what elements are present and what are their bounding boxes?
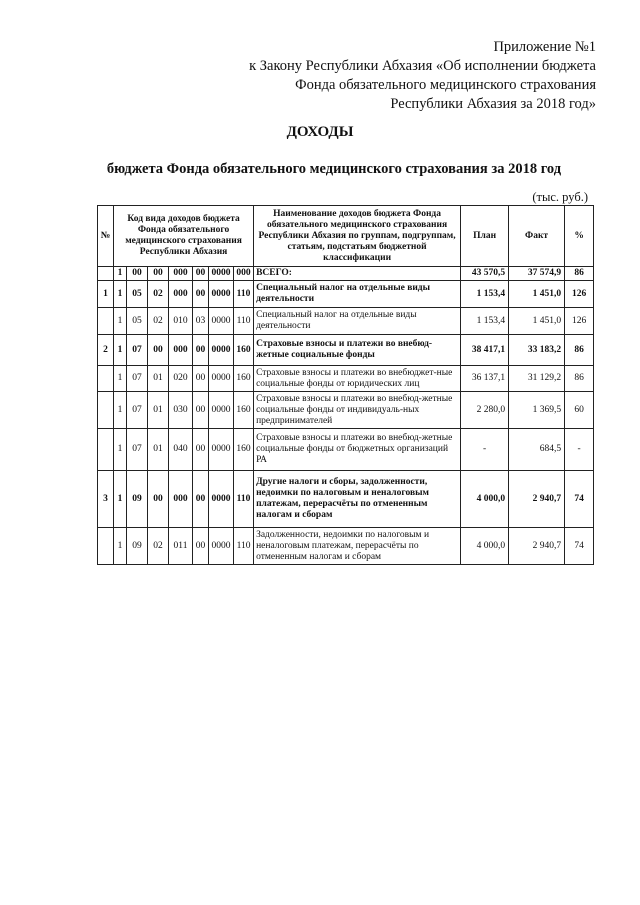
code-cell: 0000 xyxy=(209,335,234,366)
appendix-line: к Закону Республики Абхазия «Об исполнении бюджета xyxy=(249,58,596,74)
code-cell: 1 xyxy=(114,308,127,335)
code-cell: 00 xyxy=(193,335,209,366)
appendix-line: Фонда обязательного медицинского страхования xyxy=(295,77,596,93)
code-cell: 00 xyxy=(193,471,209,528)
code-cell: 160 xyxy=(234,366,254,392)
code-cell: 1 xyxy=(114,471,127,528)
code-cell: 00 xyxy=(148,335,169,366)
code-cell: 160 xyxy=(234,392,254,429)
code-cell: 00 xyxy=(193,366,209,392)
code-cell: 02 xyxy=(148,308,169,335)
code-cell: 00 xyxy=(127,267,148,281)
code-cell: 00 xyxy=(193,281,209,308)
code-cell: 00 xyxy=(193,528,209,565)
code-cell: 07 xyxy=(127,429,148,471)
table-row xyxy=(98,308,594,335)
code-cell: 110 xyxy=(234,281,254,308)
code-cell: 01 xyxy=(148,366,169,392)
name-cell: Задолженности, недоимки по налоговым и неналоговым платежам, перерасчёты по отмененным налогам и сборам xyxy=(254,528,461,565)
code-cell: 000 xyxy=(169,471,193,528)
table-row xyxy=(98,528,594,565)
code-cell: 1 xyxy=(114,267,127,281)
no-cell xyxy=(98,366,114,392)
code-cell: 0000 xyxy=(209,366,234,392)
code-cell: 05 xyxy=(127,308,148,335)
pct-cell: 86 xyxy=(565,335,594,366)
code-cell: 09 xyxy=(127,528,148,565)
code-cell: 160 xyxy=(234,335,254,366)
pct-cell: 86 xyxy=(565,366,594,392)
code-cell: 011 xyxy=(169,528,193,565)
fact-cell: 1 369,5 xyxy=(509,392,565,429)
no-cell: 3 xyxy=(98,471,114,528)
table-row xyxy=(98,429,594,471)
code-cell: 00 xyxy=(193,392,209,429)
code-cell: 0000 xyxy=(209,267,234,281)
fact-cell: 2 940,7 xyxy=(509,528,565,565)
fact-cell: 31 129,2 xyxy=(509,366,565,392)
plan-cell: 43 570,5 xyxy=(461,267,509,281)
fact-cell: 684,5 xyxy=(509,429,565,471)
appendix-line: Приложение №1 xyxy=(493,39,596,55)
code-cell: 07 xyxy=(127,392,148,429)
pct-cell: 126 xyxy=(565,308,594,335)
name-cell: Страховые взносы и платежи во внебюд-жетные социальные фонды от бюджетных организаций РА xyxy=(254,429,461,471)
col-header-pct: % xyxy=(565,206,594,267)
no-cell: 2 xyxy=(98,335,114,366)
code-cell: 07 xyxy=(127,366,148,392)
code-cell: 03 xyxy=(193,308,209,335)
table-header-row xyxy=(98,206,594,267)
code-cell: 110 xyxy=(234,471,254,528)
code-cell: 02 xyxy=(148,281,169,308)
code-cell: 110 xyxy=(234,308,254,335)
code-cell: 1 xyxy=(114,281,127,308)
code-cell: 1 xyxy=(114,429,127,471)
table-cell xyxy=(98,267,114,281)
plan-cell: 2 280,0 xyxy=(461,392,509,429)
plan-cell: 1 153,4 xyxy=(461,281,509,308)
fact-cell: 37 574,9 xyxy=(509,267,565,281)
name-cell: Страховые взносы и платежи во внебюджет-ные социальные фонды от юридических лиц xyxy=(254,366,461,392)
unit-label: (тыс. руб.) xyxy=(532,190,588,204)
code-cell: 0000 xyxy=(209,281,234,308)
plan-cell: - xyxy=(461,429,509,471)
code-cell: 1 xyxy=(114,392,127,429)
col-header-fact: Факт xyxy=(509,206,565,267)
code-cell: 1 xyxy=(114,528,127,565)
code-cell: 09 xyxy=(127,471,148,528)
code-cell: 01 xyxy=(148,392,169,429)
code-cell: 1 xyxy=(114,335,127,366)
col-header-name: Наименование доходов бюджета Фонда обязательного медицинского страхования Республики Абхазия по группам, подгруппам, статьям, подстатьям бюджетной классификации xyxy=(254,206,461,267)
no-cell xyxy=(98,392,114,429)
plan-cell: 4 000,0 xyxy=(461,528,509,565)
code-cell: 00 xyxy=(148,471,169,528)
pct-cell: 60 xyxy=(565,392,594,429)
code-cell: 000 xyxy=(169,335,193,366)
plan-cell: 1 153,4 xyxy=(461,308,509,335)
col-header-code: Код вида доходов бюджета Фонда обязательного медицинского страхования Республики Абхазия xyxy=(114,206,254,267)
fact-cell: 1 451,0 xyxy=(509,308,565,335)
code-cell: 010 xyxy=(169,308,193,335)
col-header-plan: План xyxy=(461,206,509,267)
fact-cell: 1 451,0 xyxy=(509,281,565,308)
pct-cell: 126 xyxy=(565,281,594,308)
code-cell: 0000 xyxy=(209,471,234,528)
fact-cell: 2 940,7 xyxy=(509,471,565,528)
table-row xyxy=(98,392,594,429)
code-cell: 00 xyxy=(148,267,169,281)
name-cell: Страховые взносы и платежи во внебюд-жетные социальные фонды xyxy=(254,335,461,366)
pct-cell: - xyxy=(565,429,594,471)
page-title: ДОХОДЫ xyxy=(286,124,354,140)
code-cell: 020 xyxy=(169,366,193,392)
no-cell xyxy=(98,429,114,471)
code-cell: 000 xyxy=(169,281,193,308)
code-cell: 110 xyxy=(234,528,254,565)
appendix-line: Республики Абхазия за 2018 год» xyxy=(390,96,596,112)
page-subtitle: бюджета Фонда обязательного медицинского страхования за 2018 год xyxy=(106,161,562,177)
table-row xyxy=(98,281,594,308)
name-cell: Другие налоги и сборы, задолженности, недоимки по налоговым и неналоговым платежам, перерасчёты по отмененным налогам и сборам xyxy=(254,471,461,528)
name-cell: Специальный налог на отдельные виды деятельности xyxy=(254,281,461,308)
name-cell: ВСЕГО: xyxy=(254,267,461,281)
code-cell: 05 xyxy=(127,281,148,308)
name-cell: Страховые взносы и платежи во внебюд-жетные социальные фонды от индивидуаль-ных предпринимателей xyxy=(254,392,461,429)
table-row xyxy=(98,471,594,528)
code-cell: 02 xyxy=(148,528,169,565)
code-cell: 000 xyxy=(234,267,254,281)
code-cell: 1 xyxy=(114,366,127,392)
table-row xyxy=(98,366,594,392)
plan-cell: 36 137,1 xyxy=(461,366,509,392)
code-cell: 01 xyxy=(148,429,169,471)
name-cell: Специальный налог на отдельные виды деятельности xyxy=(254,308,461,335)
plan-cell: 4 000,0 xyxy=(461,471,509,528)
code-cell: 0000 xyxy=(209,308,234,335)
code-cell: 040 xyxy=(169,429,193,471)
pct-cell: 86 xyxy=(565,267,594,281)
no-cell xyxy=(98,308,114,335)
no-cell: 1 xyxy=(98,281,114,308)
col-header-no: № xyxy=(98,206,114,267)
code-cell: 0000 xyxy=(209,429,234,471)
code-cell: 00 xyxy=(193,267,209,281)
table-total-row xyxy=(98,267,594,281)
code-cell: 160 xyxy=(234,429,254,471)
code-cell: 030 xyxy=(169,392,193,429)
code-cell: 0000 xyxy=(209,528,234,565)
code-cell: 000 xyxy=(169,267,193,281)
code-cell: 07 xyxy=(127,335,148,366)
pct-cell: 74 xyxy=(565,528,594,565)
pct-cell: 74 xyxy=(565,471,594,528)
no-cell xyxy=(98,528,114,565)
table-row xyxy=(98,335,594,366)
fact-cell: 33 183,2 xyxy=(509,335,565,366)
appendix-note xyxy=(249,38,596,114)
code-cell: 0000 xyxy=(209,392,234,429)
revenue-table xyxy=(97,205,594,565)
code-cell: 00 xyxy=(193,429,209,471)
plan-cell: 38 417,1 xyxy=(461,335,509,366)
